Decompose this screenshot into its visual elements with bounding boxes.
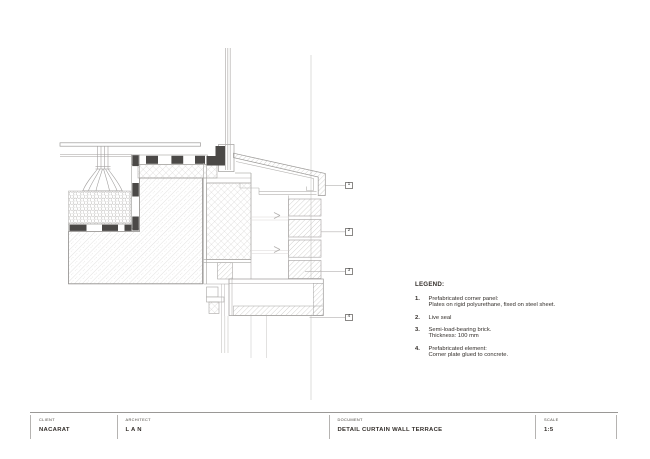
title-block-cell-document bbox=[329, 415, 536, 439]
legend-item-text: Prefabricated corner panel: Plates on rigid polyurethane, fixed on steel sheet. bbox=[428, 296, 556, 308]
field-value: L A N bbox=[125, 427, 142, 433]
legend-title: LEGEND: bbox=[415, 281, 445, 288]
callout-1-label: 1 bbox=[347, 182, 351, 188]
field-value: 1:5 bbox=[544, 427, 554, 433]
field-label: DOCUMENT bbox=[337, 416, 363, 422]
field-label: CLIENT bbox=[39, 416, 55, 422]
field-label: ARCHITECT bbox=[125, 416, 151, 422]
insulation-crosshatch-zone bbox=[207, 183, 252, 260]
screed-crosshatch-strip bbox=[138, 165, 217, 179]
legend-item-number: 4. bbox=[415, 345, 420, 352]
legend-item-number: 3. bbox=[415, 327, 420, 333]
title-block bbox=[30, 412, 618, 439]
legend-item-number: 1. bbox=[415, 296, 420, 302]
legend-item-text: Semi-load-bearing brick. Thickness: 100 mm bbox=[428, 327, 492, 339]
lower-continuation-lines bbox=[222, 316, 267, 358]
prefabricated-element bbox=[229, 279, 323, 316]
legend-item-3 bbox=[415, 327, 605, 339]
legend bbox=[415, 281, 605, 364]
callout-3-label: 3 bbox=[347, 268, 351, 274]
title-block-cells bbox=[30, 415, 618, 439]
inner-panel-zone bbox=[251, 173, 289, 279]
legend-item-number: 2. bbox=[415, 314, 420, 321]
field-label: SCALE bbox=[544, 416, 559, 422]
bracket-zone bbox=[204, 260, 252, 279]
callout-3 bbox=[345, 268, 352, 275]
callout-1 bbox=[345, 182, 352, 189]
callout-2-label: 2 bbox=[347, 228, 351, 234]
legend-item-text: Live seal bbox=[428, 314, 452, 321]
legend-item-4 bbox=[415, 346, 605, 358]
paver-pedestal bbox=[82, 146, 123, 191]
title-block-rule bbox=[30, 412, 618, 413]
callout-4-label: 4 bbox=[347, 314, 351, 320]
legend-item-1 bbox=[415, 296, 605, 308]
gravel-layer bbox=[69, 191, 132, 224]
title-block-cell-client bbox=[30, 415, 117, 439]
terrace-paver bbox=[60, 143, 201, 157]
wall-tie-icon bbox=[274, 213, 280, 253]
legend-item-2 bbox=[415, 315, 605, 321]
field-value: DETAIL CURTAIN WALL TERRACE bbox=[337, 427, 443, 433]
field-value: NACARAT bbox=[39, 427, 70, 433]
title-block-cell-architect bbox=[117, 415, 329, 439]
title-block-cell-scale bbox=[535, 415, 617, 439]
brick-courses bbox=[289, 199, 322, 279]
flashing-step bbox=[207, 146, 226, 166]
mullion-brackets bbox=[204, 284, 230, 316]
callout-4 bbox=[345, 314, 352, 321]
callout-2 bbox=[345, 228, 352, 235]
legend-item-text: Prefabricated element: Corner plate glued to concrete. bbox=[428, 345, 509, 358]
